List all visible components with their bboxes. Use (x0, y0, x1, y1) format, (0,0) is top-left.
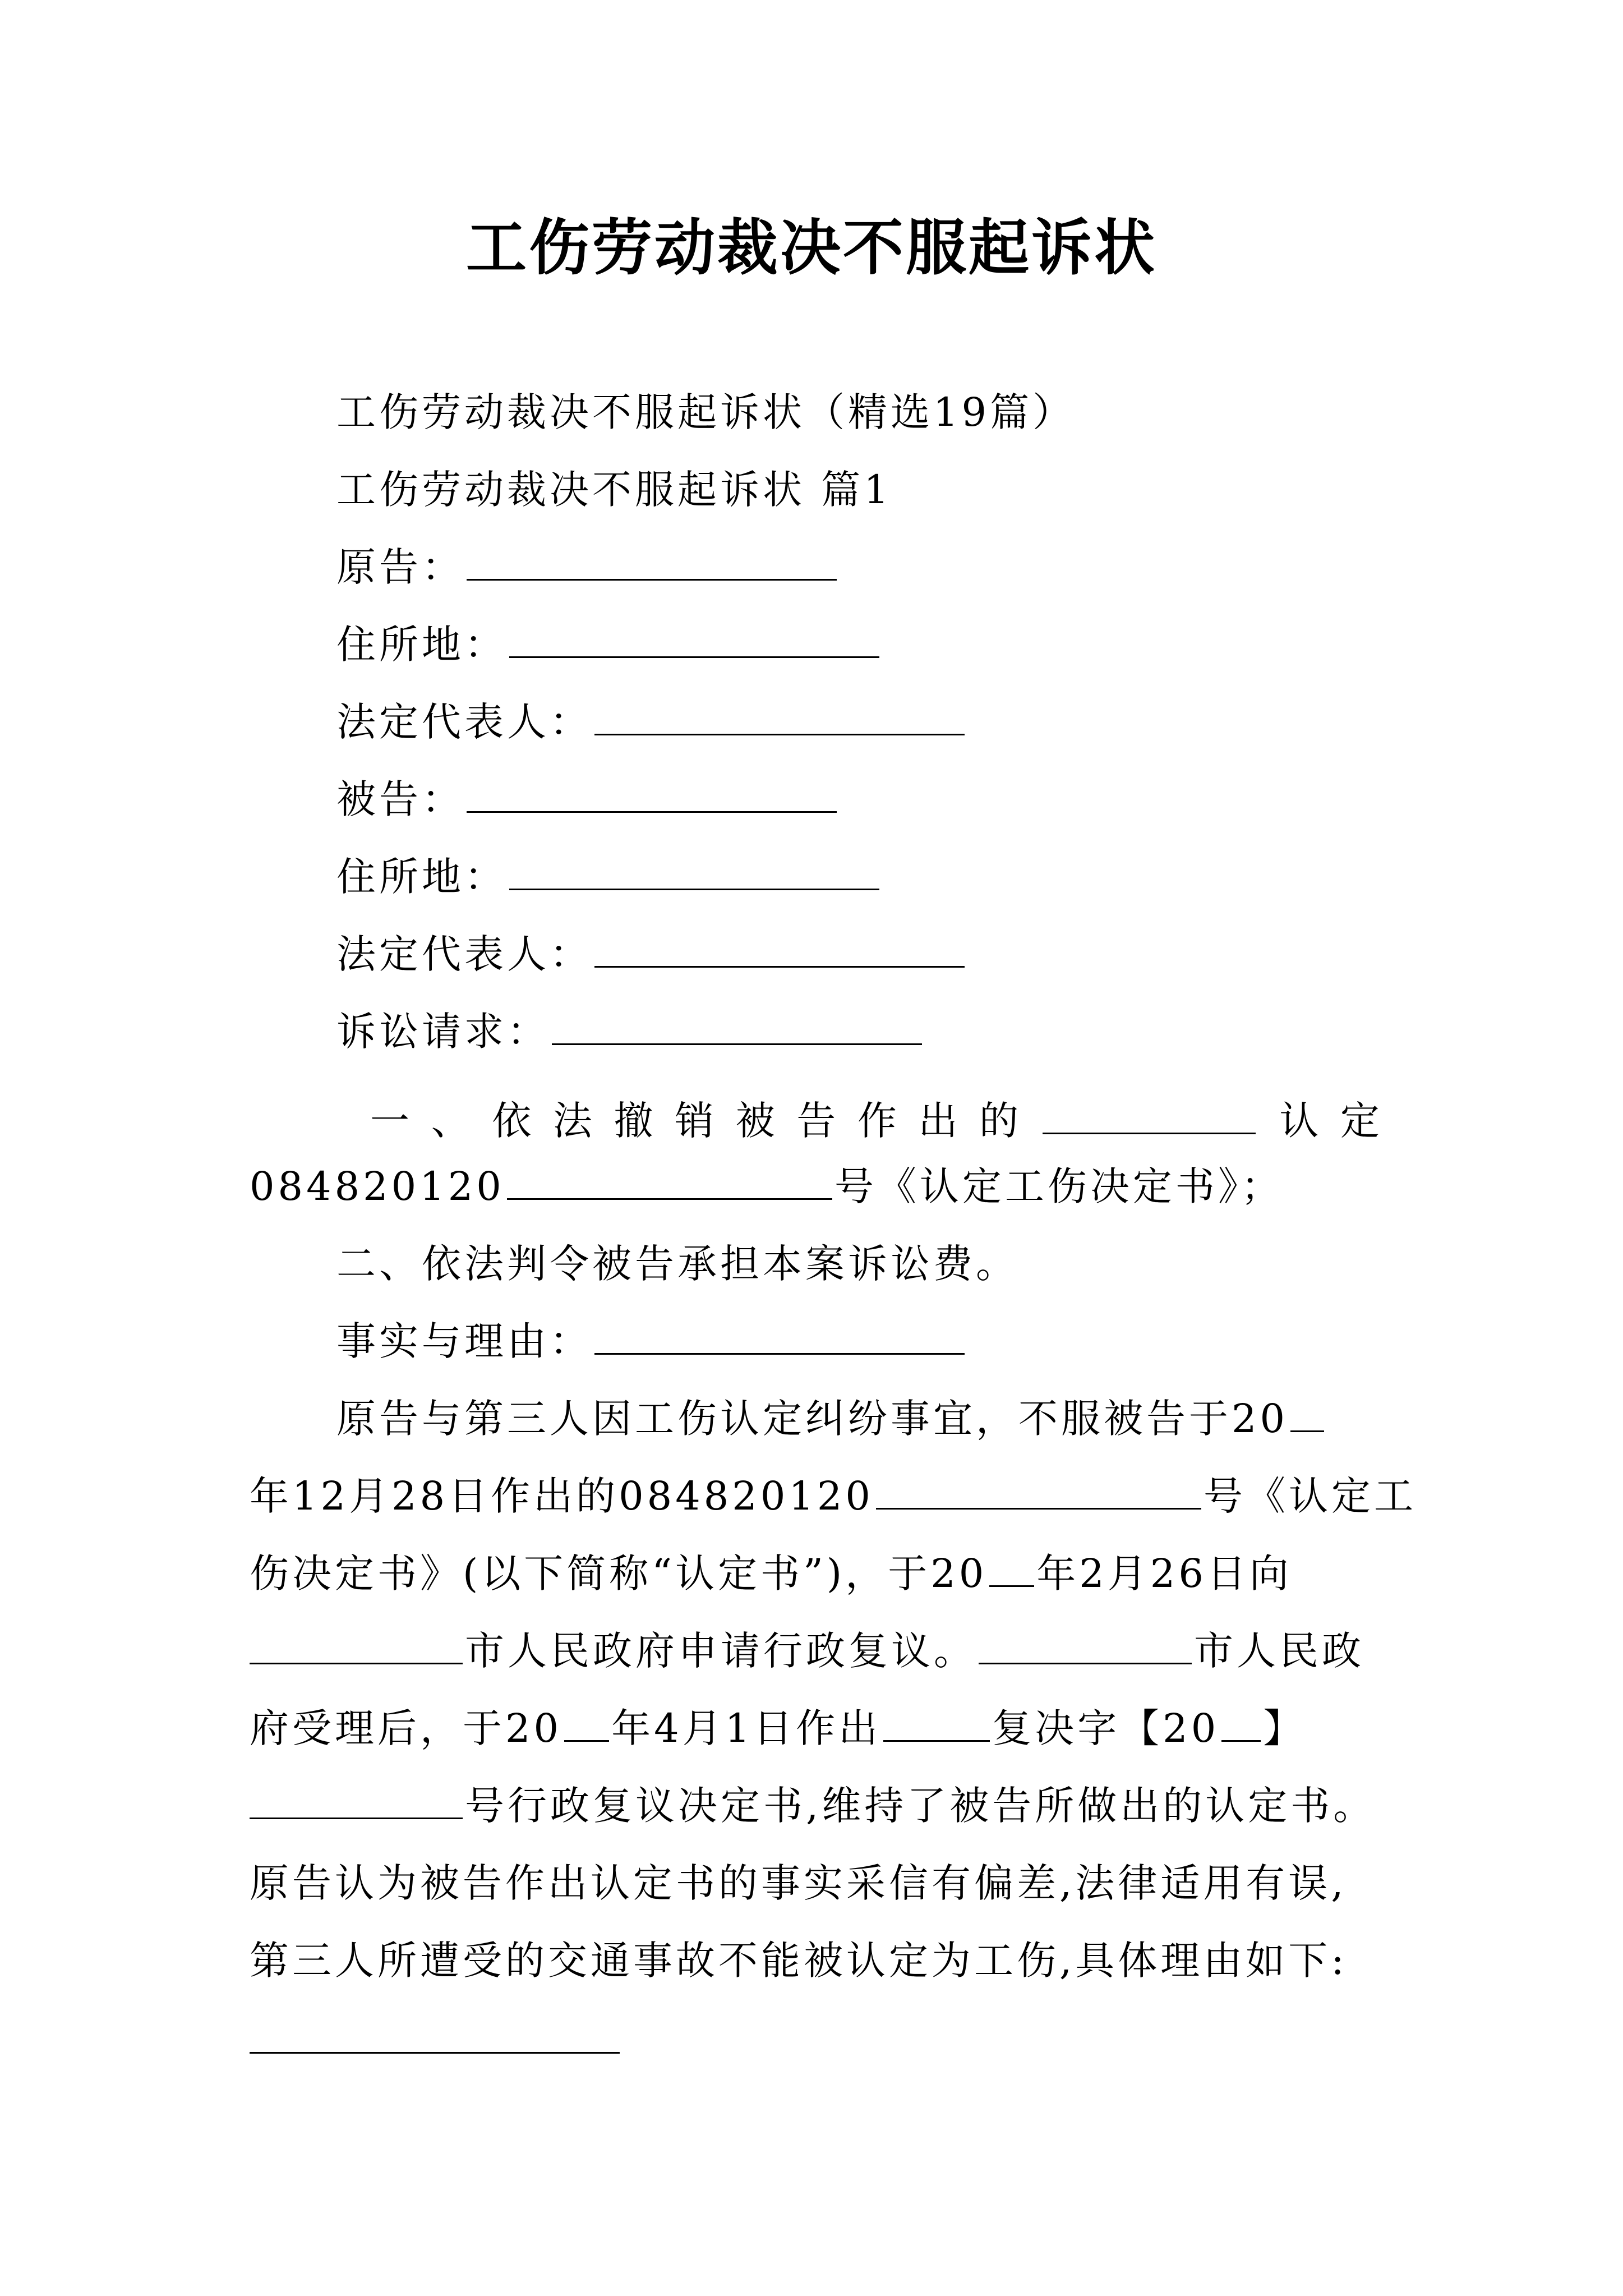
claims-line (336, 1009, 924, 1055)
body-line-6 (250, 1783, 1376, 1829)
claims-blank (552, 1039, 922, 1045)
defendant-label: 被告： (336, 776, 464, 822)
claim1-char: 作 (857, 1098, 897, 1144)
claim1-char: 出 (918, 1098, 958, 1144)
body-text: 原告与第三人因工伤认定纠纷事宜，不服被告于20 (336, 1396, 1289, 1442)
dept-blank (883, 1736, 990, 1742)
plaintiff-blank (467, 574, 837, 581)
body-text: 府受理后，于20 (250, 1705, 562, 1751)
plaintiff-rep-label: 法定代表人： (336, 699, 592, 745)
body-line-5 (250, 1705, 1306, 1751)
plaintiff-label: 原告： (336, 544, 464, 590)
claim2-line: 二、依法判令被告承担本案诉讼费。 (336, 1241, 1018, 1287)
body-line-7: 原告认为被告作出认定书的事实采信有偏差,法律适用有误, (250, 1860, 1347, 1906)
claim1-char: 销 (675, 1098, 714, 1144)
facts-blank (594, 1349, 965, 1355)
section-heading: 工伤劳动裁决不服起诉状 篇1 (336, 467, 892, 513)
defendant-address-line (336, 854, 882, 900)
claim1-char: 一 (370, 1098, 409, 1144)
body-line-3 (250, 1550, 1292, 1596)
claim1-line1 (370, 1089, 1380, 1146)
claim1-char: 依 (492, 1098, 532, 1144)
body-text: 年4月1日作出 (611, 1705, 882, 1751)
body-text: 年12月28日作出的084820120 (250, 1473, 874, 1519)
defendant-rep-blank (594, 961, 965, 968)
year-blank (989, 1581, 1034, 1587)
reasons-blank (250, 2052, 620, 2054)
claim1-number: 084820120 (250, 1163, 505, 1209)
subtitle: 工伤劳动裁决不服起诉状（精选19篇） (336, 389, 1076, 435)
body-line-4 (250, 1628, 1364, 1674)
body-text: 市人民政 (1194, 1628, 1364, 1674)
defendant-address-label: 住所地： (336, 854, 507, 900)
claim1-char: 的 (979, 1098, 1019, 1144)
claim1-char: 法 (552, 1098, 592, 1144)
city-blank (979, 1658, 1192, 1664)
claim1-char: 定 (1340, 1098, 1380, 1144)
year-blank (564, 1736, 609, 1742)
city-blank (250, 1658, 463, 1664)
claim1-char: 、 (431, 1098, 471, 1144)
body-text: 】 (1263, 1705, 1306, 1751)
plaintiff-rep-blank (594, 729, 965, 735)
defendant-blank (467, 807, 837, 813)
claim1-suffix: 号《认定工伤决定书》； (834, 1163, 1284, 1209)
document-title: 工伤劳动裁决不服起诉状 (465, 213, 1157, 283)
body-text: 年2月26日向 (1036, 1550, 1292, 1596)
claim1-number-blank (507, 1194, 832, 1200)
claim1-char: 被 (735, 1098, 775, 1144)
facts-line (336, 1318, 967, 1364)
year-blank (1290, 1426, 1324, 1432)
body-line-1 (336, 1396, 1326, 1442)
claims-label: 诉讼请求： (336, 1009, 550, 1055)
facts-label: 事实与理由： (336, 1318, 592, 1364)
defendant-line (336, 776, 839, 822)
body-line-2 (250, 1473, 1417, 1519)
plaintiff-line (336, 544, 839, 590)
defendant-address-blank (509, 884, 879, 890)
claim1-char: 告 (796, 1098, 836, 1144)
number-blank (876, 1503, 1201, 1510)
year-blank (1221, 1736, 1261, 1742)
claim1-char: 认 (1279, 1098, 1319, 1144)
plaintiff-address-blank (509, 652, 879, 658)
body-text: 市人民政府申请行政复议。 (465, 1628, 976, 1674)
defendant-rep-label: 法定代表人： (336, 931, 592, 977)
claim1-char: 撤 (614, 1098, 653, 1144)
body-text: 号《认定工 (1203, 1473, 1417, 1519)
plaintiff-rep-line (336, 699, 967, 745)
body-text: 号行政复议决定书,维持了被告所做出的认定书。 (465, 1783, 1376, 1829)
body-text: 伤决定书》(以下简称“认定书”)，于20 (250, 1550, 988, 1596)
claim1-blank (1043, 1128, 1256, 1134)
body-text: 复决字【20 (992, 1705, 1220, 1751)
plaintiff-address-label: 住所地： (336, 622, 507, 668)
claim1-line2 (250, 1163, 1284, 1209)
number-blank (250, 1813, 463, 1819)
defendant-rep-line (336, 931, 967, 977)
plaintiff-address-line (336, 622, 882, 668)
body-line-8: 第三人所遭受的交通事故不能被认定为工伤,具体理由如下: (250, 1938, 1348, 1984)
